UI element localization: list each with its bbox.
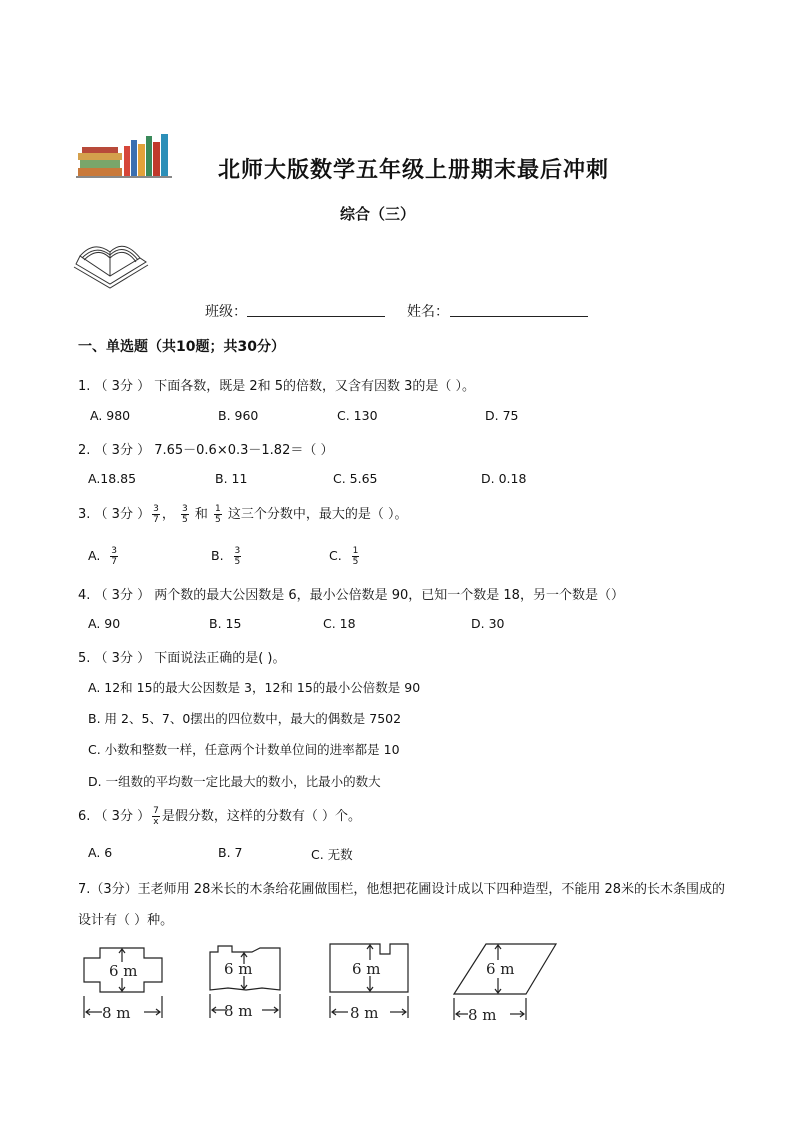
books-stack-icon bbox=[76, 132, 176, 182]
q4-option-b[interactable]: B. 15 bbox=[209, 616, 242, 631]
q7-fig3-width: 8 m bbox=[350, 1004, 379, 1022]
q5-option-d[interactable]: D. 一组数的平均数一定比最大的数小，比最小的数大 bbox=[88, 774, 381, 789]
q3-prefix: 3. （ 3分 ） bbox=[78, 507, 151, 522]
q3-fraction-3: $\frac{1}{5}$ bbox=[215, 504, 221, 525]
q1-option-d[interactable]: D. 75 bbox=[485, 408, 519, 423]
q4-option-d[interactable]: D. 30 bbox=[471, 616, 505, 631]
q2-option-a[interactable]: A.18.85 bbox=[88, 471, 137, 486]
name-field[interactable] bbox=[450, 316, 588, 317]
q1-option-c[interactable]: C. 130 bbox=[337, 408, 378, 423]
question-6-stem: 6. （ 3分 ） $\frac{7}{x}$ 是假分数，这样的分数有（ ）个。 bbox=[78, 806, 361, 827]
q2-option-d[interactable]: D. 0.18 bbox=[481, 471, 527, 486]
q3-fraction-1: $\frac{3}{7}$ bbox=[153, 504, 159, 525]
q4-option-a[interactable]: A. 90 bbox=[88, 616, 121, 631]
class-field[interactable] bbox=[247, 316, 385, 317]
question-3-stem: 3. （ 3分 ） $\frac{3}{7}$ ， $\frac{3}{5}$ 和 $\frac{1}{5}$ 这三个分数中，最大的是（ ）。 bbox=[78, 504, 408, 525]
q1-option-a[interactable]: A. 980 bbox=[90, 408, 131, 423]
q7-figure-parallelogram bbox=[450, 938, 560, 1024]
page-subtitle: 综合（三） bbox=[340, 205, 416, 223]
question-5-stem: 5. （ 3分 ） 下面说法正确的是( )。 bbox=[78, 651, 286, 666]
q3-fraction-2: $\frac{3}{5}$ bbox=[181, 504, 188, 525]
q7-fig1-width: 8 m bbox=[102, 1004, 131, 1022]
q7-fig3-height: 6 m bbox=[352, 960, 381, 978]
q4-option-c[interactable]: C. 18 bbox=[323, 616, 356, 631]
q6-option-c[interactable]: C. 无数 bbox=[311, 847, 353, 862]
q7-fig1-height: 6 m bbox=[109, 962, 138, 980]
q3-suffix: 这三个分数中，最大的是（ ）。 bbox=[227, 507, 408, 522]
q1-option-b[interactable]: B. 960 bbox=[218, 408, 259, 423]
q5-option-b[interactable]: B. 用 2、5、7、0摆出的四位数中，最大的偶数是 7502 bbox=[88, 711, 402, 726]
q2-option-b[interactable]: B. 11 bbox=[215, 471, 248, 486]
name-label: 姓名： bbox=[407, 304, 449, 320]
q7-fig2-width: 8 m bbox=[224, 1002, 253, 1020]
q2-option-c[interactable]: C. 5.65 bbox=[333, 471, 378, 486]
q7-figure-cross bbox=[78, 938, 170, 1024]
q7-fig2-height: 6 m bbox=[224, 960, 253, 978]
q3-option-a[interactable]: A. $\frac{3}{7}$ bbox=[88, 546, 117, 567]
q6-option-b[interactable]: B. 7 bbox=[218, 845, 243, 860]
q7-figure-irregular bbox=[204, 938, 292, 1024]
q6-option-a[interactable]: A. 6 bbox=[88, 845, 113, 860]
question-4-stem: 4. （ 3分 ） 两个数的最大公因数是 6，最小公倍数是 90，已知一个数是 18，另一个数是（） bbox=[78, 588, 624, 603]
q3-option-c[interactable]: C. $\frac{1}{5}$ bbox=[329, 546, 359, 567]
q7-figure-notched-rectangle bbox=[326, 938, 416, 1024]
q3-option-b[interactable]: B. $\frac{3}{5}$ bbox=[211, 546, 241, 567]
class-label: 班级： bbox=[205, 304, 247, 320]
question-1-stem: 1. （ 3分 ） 下面各数，既是 2和 5的倍数，又含有因数 3的是（ ）。 bbox=[78, 379, 476, 394]
q6-fraction: $\frac{7}{x}$ bbox=[153, 806, 159, 827]
question-7-stem: 7.（3分）王老师用 28米长的木条给花圃做围栏，他想把花圃设计成以下四种造型，不能用 28米的长木条围成的设计有（ ）种。 bbox=[78, 882, 726, 928]
open-book-icon bbox=[70, 234, 152, 292]
page-title: 北师大版数学五年级上册期末最后冲刺 bbox=[218, 157, 610, 183]
q5-option-a[interactable]: A. 12和 15的最大公因数是 3，12和 15的最小公倍数是 90 bbox=[88, 680, 421, 695]
section-heading: 一、单选题（共10题；共30分） bbox=[78, 339, 285, 355]
q5-option-c[interactable]: C. 小数和整数一样，任意两个计数单位间的进率都是 10 bbox=[88, 742, 400, 757]
q7-fig4-height: 6 m bbox=[486, 960, 515, 978]
q7-fig4-width: 8 m bbox=[468, 1006, 497, 1024]
question-2-stem: 2. （ 3分 ） 7.65－0.6×0.3－1.82＝（ ） bbox=[78, 443, 334, 458]
